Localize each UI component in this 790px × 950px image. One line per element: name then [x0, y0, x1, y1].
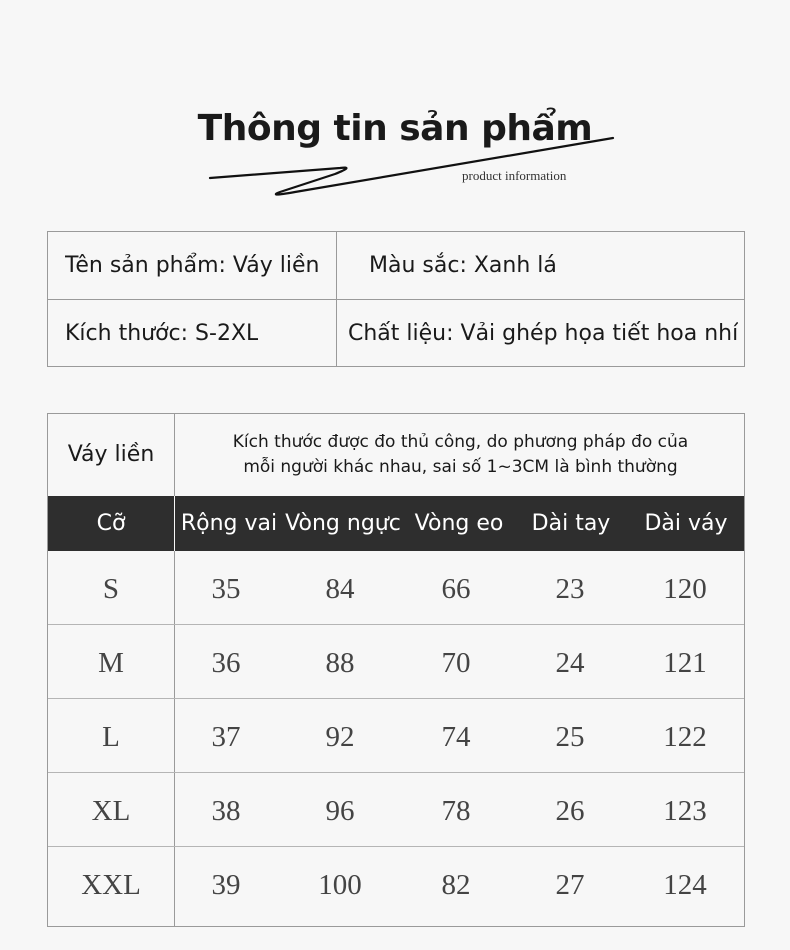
size-cell: XXL [81, 869, 141, 901]
value-cell: 26 [555, 795, 585, 827]
value-cell: 92 [325, 721, 355, 753]
table-row [48, 551, 744, 625]
value-cell: 122 [663, 721, 707, 753]
value-cell: 38 [211, 795, 241, 827]
page-subtitle: product information [462, 168, 567, 183]
value-cell: 88 [325, 647, 355, 679]
size-cell: XL [91, 795, 131, 827]
product-info-table [47, 231, 745, 367]
value-cell: 25 [555, 721, 585, 753]
value-cell: 82 [441, 869, 471, 901]
column-header: Dài váy [644, 511, 728, 536]
size-chart [47, 413, 745, 927]
product-color: Màu sắc: Xanh lá [369, 253, 557, 278]
column-header: Cỡ [96, 511, 126, 536]
product-name: Tên sản phẩm: Váy liền [65, 253, 320, 278]
measurement-note: Kích thước được đo thủ công, do phương pháp đo của mỗi người khác nhau, sai số 1~3CM là bình thường [232, 432, 689, 477]
size-chart-label: Váy liền [67, 442, 155, 467]
swoosh-decoration [205, 128, 625, 198]
value-cell: 124 [663, 869, 707, 901]
size-chart-body [48, 551, 744, 920]
column-header: Vòng ngực [285, 511, 401, 536]
size-cell: L [102, 721, 120, 753]
value-cell: 37 [211, 721, 241, 753]
size-cell: M [98, 647, 124, 679]
value-cell: 74 [441, 721, 471, 753]
column-header: Rộng vai [180, 511, 278, 536]
product-material: Chất liệu: Vải ghép họa tiết hoa nhí [348, 321, 739, 346]
value-cell: 35 [211, 573, 241, 605]
value-cell: 70 [441, 647, 471, 679]
value-cell: 36 [211, 647, 241, 679]
table-row [48, 773, 744, 847]
table-row [48, 699, 744, 773]
page-title: Thông tin sản phẩm [197, 108, 593, 149]
value-cell: 120 [663, 573, 707, 605]
value-cell: 123 [663, 795, 707, 827]
column-header: Dài tay [531, 511, 611, 536]
value-cell: 78 [441, 795, 471, 827]
value-cell: 84 [325, 573, 355, 605]
value-cell: 100 [318, 869, 362, 901]
size-chart-header [48, 496, 744, 551]
value-cell: 96 [325, 795, 355, 827]
column-header: Vòng eo [414, 511, 504, 536]
value-cell: 66 [441, 573, 471, 605]
value-cell: 27 [555, 869, 585, 901]
value-cell: 121 [663, 647, 707, 679]
value-cell: 23 [555, 573, 585, 605]
size-cell: S [102, 573, 120, 605]
product-size-range: Kích thước: S-2XL [65, 321, 259, 346]
value-cell: 24 [555, 647, 585, 679]
value-cell: 39 [211, 869, 241, 901]
table-row [48, 625, 744, 699]
table-row [48, 847, 744, 920]
